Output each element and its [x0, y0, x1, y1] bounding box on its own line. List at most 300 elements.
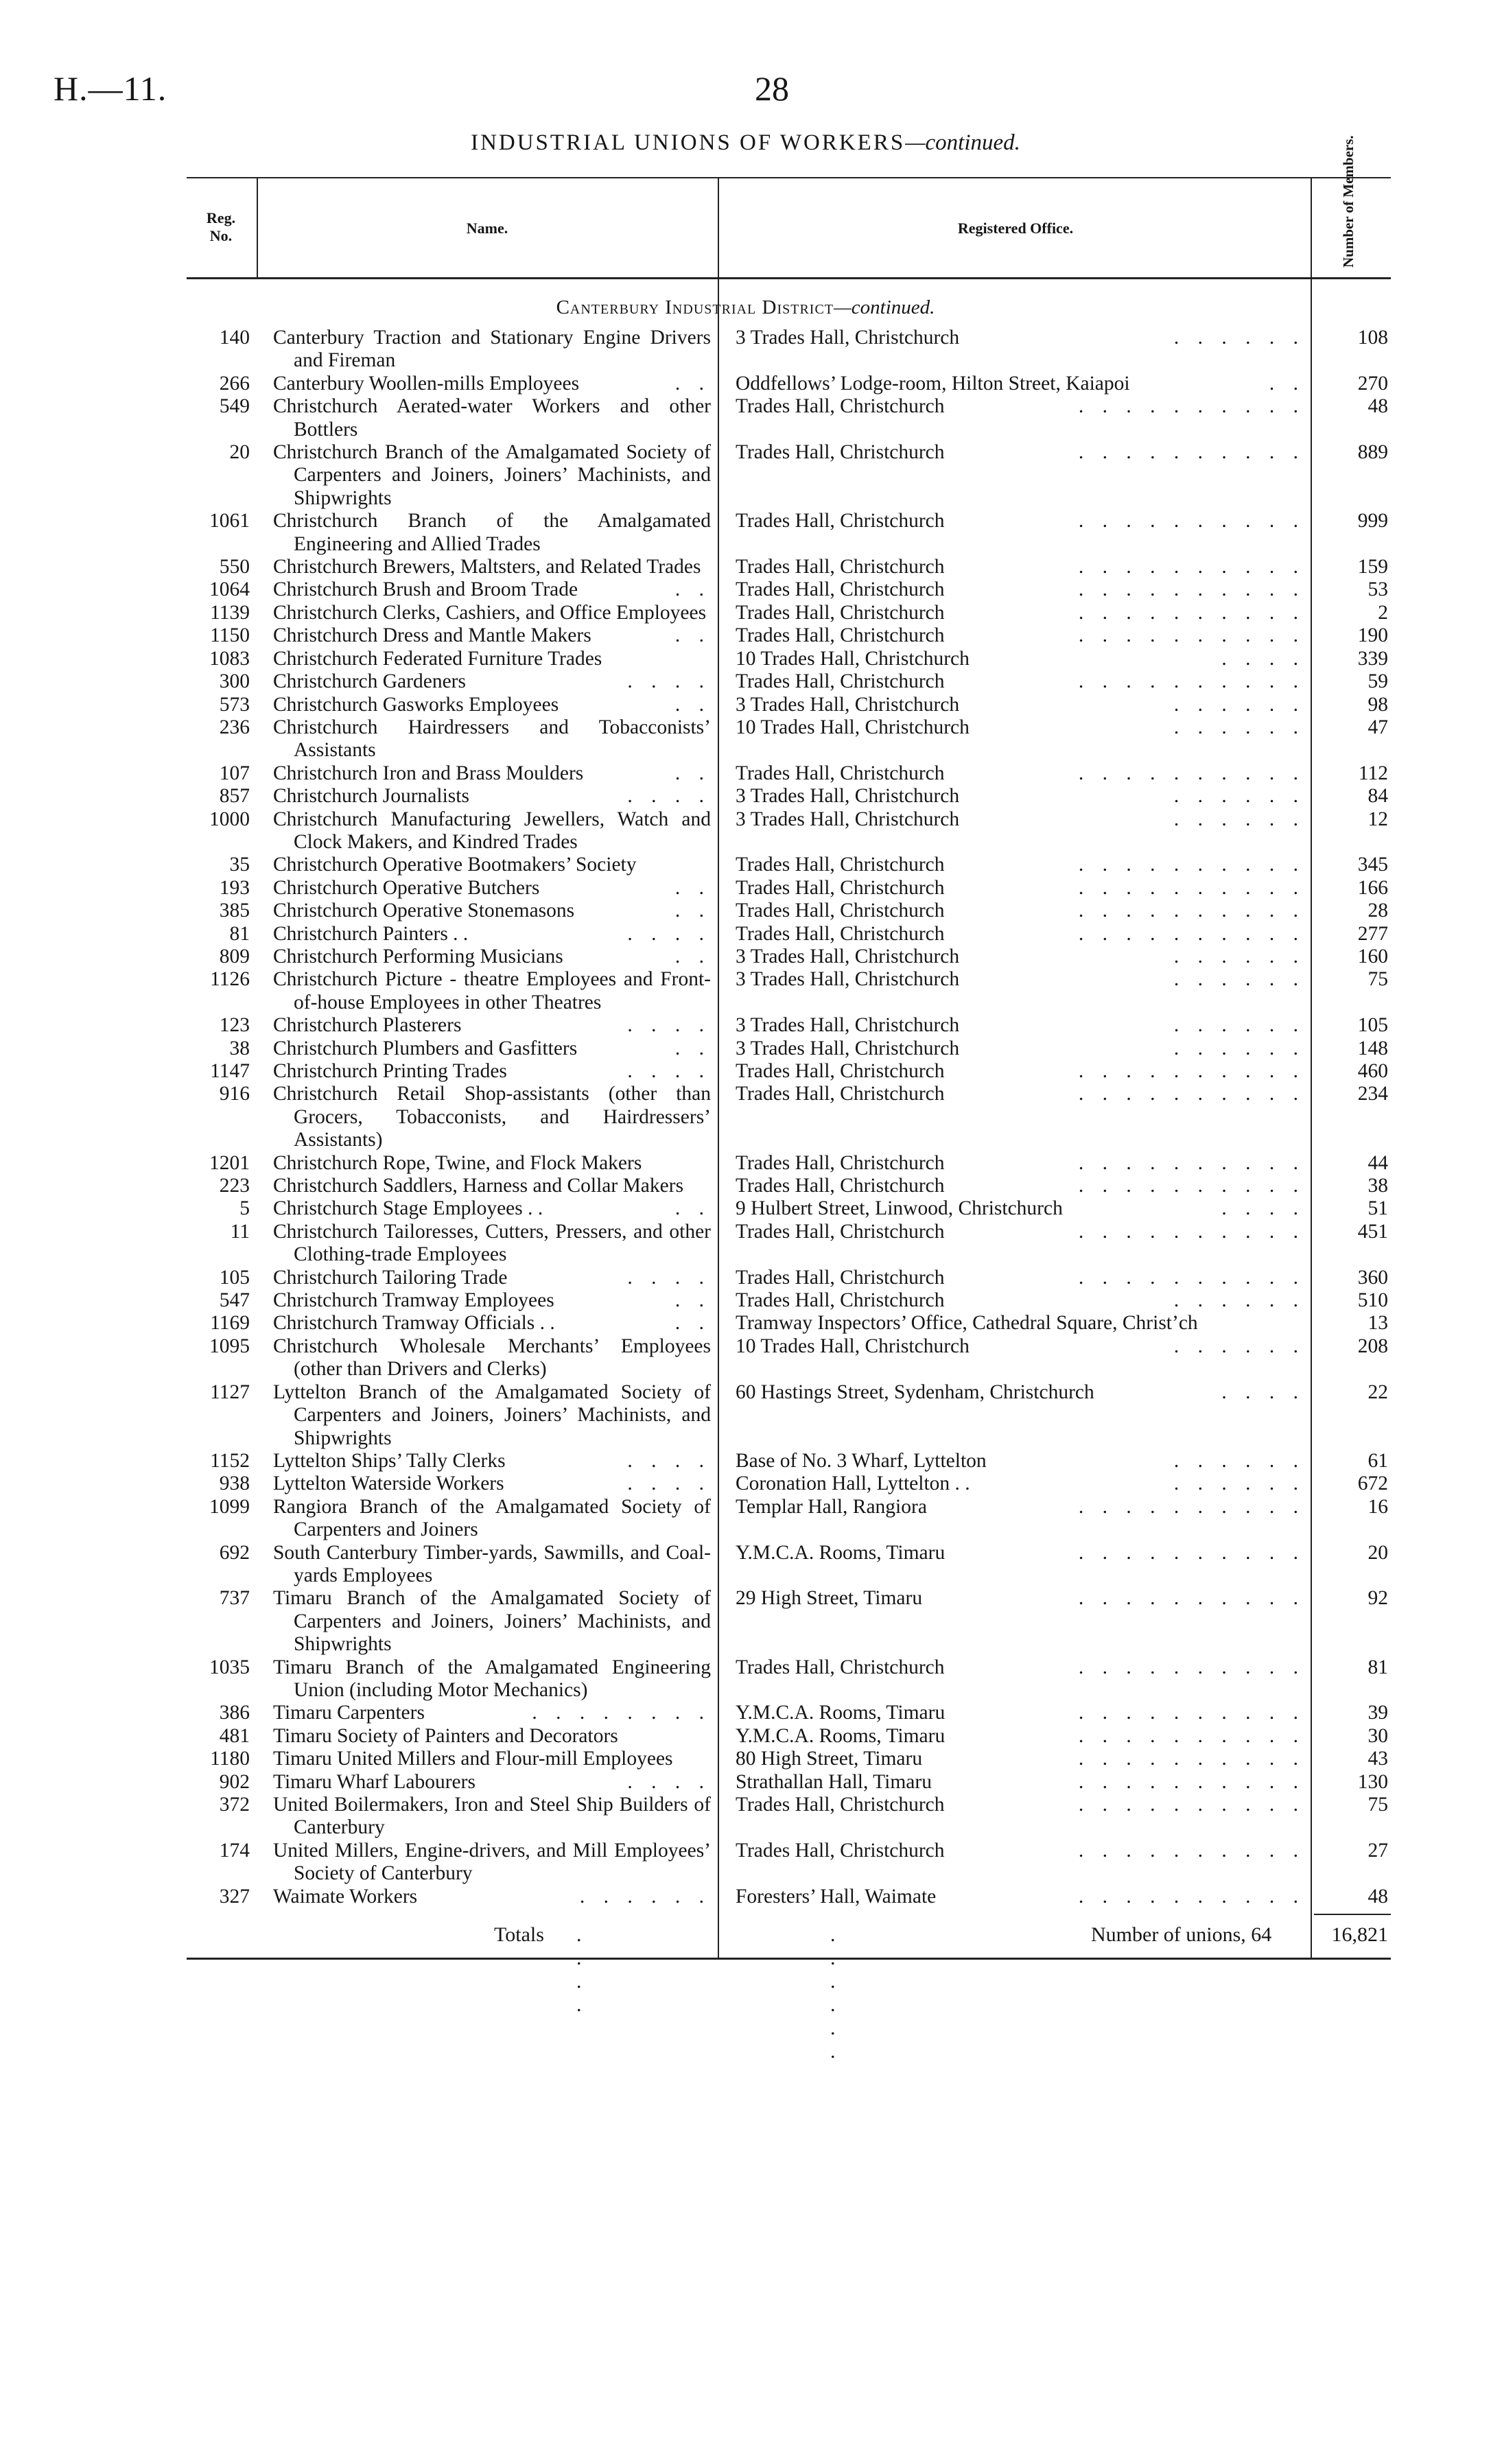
registered-office-cell [736, 1221, 1305, 1243]
table-row [0, 327, 1491, 373]
table-row [0, 670, 1491, 693]
office-leader-dots: . . . . . . . . . . [1078, 510, 1305, 532]
table-row [0, 1335, 1491, 1381]
registered-office-cell [736, 1037, 1305, 1060]
office-leader-dots: . . . . . . . . . . [1078, 1060, 1305, 1082]
table-row [0, 1083, 1491, 1151]
union-name: Christchurch Stage Employees . . [273, 1197, 543, 1220]
office-leader-dots: . . . . . . [1173, 327, 1305, 349]
member-count: 130 [1357, 1770, 1388, 1793]
office-leader-dots: . . . . [1221, 1381, 1305, 1403]
registered-office-cell [736, 923, 1305, 946]
registered-office: Trades Hall, Christchurch [736, 1151, 945, 1174]
union-name: Canterbury Woollen-mills Employees [273, 372, 580, 395]
member-count: 345 [1357, 854, 1388, 876]
member-count: 39 [1367, 1702, 1388, 1724]
office-leader-dots: . . . . . . . . . . [1078, 854, 1305, 876]
registered-office: Trades Hall, Christchurch [736, 441, 945, 464]
registered-office: Y.M.C.A. Rooms, Timaru [736, 1702, 946, 1724]
reg-no: 140 [219, 327, 250, 349]
member-count: 510 [1357, 1289, 1388, 1312]
district-suffix: —continued. [834, 296, 935, 318]
reg-no: 1147 [210, 1060, 250, 1082]
member-count: 84 [1367, 785, 1388, 808]
union-name-cell [273, 1794, 711, 1840]
totals-label-leader: . . . . [576, 1923, 589, 2016]
registered-office-cell [736, 1312, 1305, 1335]
office-leader-dots: . . . . . . . . . . [1078, 922, 1305, 945]
name-leader-dots: . . [674, 1289, 711, 1312]
union-name-cell [273, 1335, 711, 1381]
member-count: 48 [1367, 1885, 1388, 1908]
registered-office: Trades Hall, Christchurch [736, 900, 945, 922]
registered-office: 3 Trades Hall, Christchurch [736, 945, 960, 967]
table-top-rule [187, 177, 1391, 178]
office-leader-dots: . . . . . . [1173, 785, 1305, 808]
reg-no: 236 [219, 716, 250, 738]
registered-office: Y.M.C.A. Rooms, Timaru [736, 1724, 946, 1747]
union-name-cell [273, 716, 711, 762]
reg-no: 1099 [209, 1495, 250, 1518]
reg-no: 809 [219, 945, 250, 967]
office-leader-dots: . . . . . . . . . . [1078, 670, 1305, 693]
registered-office: Trades Hall, Christchurch [736, 1083, 945, 1105]
union-name-cell [273, 602, 711, 624]
table-row [0, 1450, 1491, 1472]
registered-office-cell [736, 900, 1305, 922]
registered-office: Y.M.C.A. Rooms, Timaru [736, 1541, 946, 1564]
union-name: Christchurch Picture - theatre Employees and Front-of-house Employees in other Theatres [273, 968, 711, 1013]
registered-office-cell [736, 694, 1305, 716]
office-leader-dots: . . . . . . [1173, 945, 1305, 967]
union-name-cell [273, 877, 711, 900]
office-leader-dots: . . . . . . . . . . [1078, 441, 1305, 464]
office-leader-dots: . . . . . . [1173, 1449, 1305, 1472]
registered-office-cell [736, 624, 1305, 647]
table-title-suffix: —continued. [905, 130, 1020, 155]
totals-members-sum: 16,821 [1331, 1923, 1388, 1946]
member-count: 277 [1357, 922, 1388, 945]
registered-office: Trades Hall, Christchurch [736, 1794, 945, 1816]
office-leader-dots: . . . . . . [1173, 1289, 1305, 1312]
office-leader-dots: . . . . . . . . . . [1078, 1724, 1305, 1747]
member-count: 30 [1367, 1724, 1388, 1747]
member-count: 339 [1357, 647, 1388, 670]
union-name: Christchurch Gasworks Employees [273, 693, 559, 716]
registered-office: Trades Hall, Christchurch [736, 624, 945, 647]
union-name: Christchurch Branch of the Amalgamated Engineering and Allied Trades [273, 510, 711, 555]
member-count: 360 [1357, 1266, 1388, 1289]
reg-no: 35 [229, 854, 250, 876]
registered-office: 60 Hastings Street, Sydenham, Christchurch [736, 1381, 1094, 1403]
table-row [0, 578, 1491, 601]
registered-office: Foresters’ Hall, Waimate [736, 1885, 937, 1908]
registered-office-cell [736, 716, 1305, 739]
column-header-reg-no [187, 209, 255, 245]
member-count: 451 [1357, 1220, 1388, 1243]
table-row [0, 1152, 1491, 1175]
registered-office-cell [736, 670, 1305, 693]
member-count: 27 [1367, 1839, 1388, 1862]
office-leader-dots: . . . . . . . . . . [1078, 578, 1305, 601]
member-count: 166 [1357, 876, 1388, 899]
office-leader-dots: . . . . . . . . . . [1078, 762, 1305, 784]
union-table-body [0, 327, 1491, 1908]
union-name-cell [273, 441, 711, 510]
union-name: Christchurch Journalists [273, 785, 469, 808]
union-name-cell [273, 1014, 711, 1037]
union-name-cell [273, 556, 711, 578]
table-row [0, 1312, 1491, 1335]
union-name: Christchurch Painters . . [273, 922, 469, 945]
table-row [0, 900, 1491, 922]
registered-office-cell [736, 1472, 1305, 1495]
union-name: Christchurch Hairdressers and Tobacconists’ Assistants [273, 716, 711, 762]
table-row [0, 1886, 1491, 1908]
union-name: Christchurch Iron and Brass Moulders [273, 762, 584, 784]
member-count: 999 [1357, 510, 1388, 532]
registered-office-cell [736, 1794, 1305, 1816]
reg-no: 1064 [209, 578, 250, 601]
page-header [0, 48, 1491, 110]
union-name: Christchurch Plumbers and Gasfitters [273, 1037, 578, 1059]
union-name-cell [273, 1289, 711, 1312]
district-heading [0, 296, 1491, 319]
office-leader-dots: . . . . [1221, 647, 1305, 670]
member-count: 48 [1367, 395, 1388, 418]
office-leader-dots: . . . . . . . . . . [1078, 1656, 1305, 1678]
registered-office-cell [736, 785, 1305, 808]
member-count: 460 [1357, 1060, 1388, 1082]
registered-office: 3 Trades Hall, Christchurch [736, 693, 960, 716]
office-leader-dots: . . . . . . . . . . [1078, 1541, 1305, 1564]
registered-office: 3 Trades Hall, Christchurch [736, 327, 960, 349]
reg-no: 1152 [210, 1449, 250, 1472]
registered-office: Trades Hall, Christchurch [736, 556, 945, 578]
office-leader-dots: . . . . . . [1173, 1335, 1305, 1357]
union-name: Christchurch Plasterers [273, 1014, 462, 1037]
office-leader-dots: . . . . . . . . . . [1078, 1885, 1305, 1908]
member-count: 12 [1367, 808, 1388, 830]
reg-no: 547 [219, 1289, 250, 1312]
member-count: 43 [1367, 1748, 1388, 1770]
registered-office: Trades Hall, Christchurch [736, 854, 945, 876]
registered-office-cell [736, 1725, 1305, 1748]
union-name-cell [273, 1725, 711, 1748]
name-leader-dots: . . . . [627, 1472, 711, 1495]
registered-office: 3 Trades Hall, Christchurch [736, 1037, 960, 1059]
name-leader-dots: . . [674, 1197, 711, 1220]
registered-office-cell [736, 1060, 1305, 1083]
table-title-main: INDUSTRIAL UNIONS OF WORKERS [471, 130, 906, 155]
office-leader-dots: . . . . . . . . . . [1078, 1748, 1305, 1770]
registered-office: Trades Hall, Christchurch [736, 395, 945, 418]
table-row [0, 1197, 1491, 1220]
member-count: 47 [1367, 716, 1388, 738]
office-leader-dots: . . . . . . . . . . [1078, 1266, 1305, 1289]
union-name-cell [273, 900, 711, 922]
table-row [0, 877, 1491, 900]
member-count: 234 [1357, 1083, 1388, 1105]
table-row [0, 395, 1491, 441]
union-name-cell [273, 1060, 711, 1083]
registered-office: Base of No. 3 Wharf, Lyttelton [736, 1449, 987, 1472]
office-leader-dots: . . . . . . . . . . [1078, 1770, 1305, 1793]
table-row [0, 1289, 1491, 1312]
table-row [0, 373, 1491, 395]
union-name-cell [273, 1381, 711, 1450]
member-count: 38 [1367, 1175, 1388, 1197]
registered-office: Trades Hall, Christchurch [736, 762, 945, 784]
registered-office: 9 Hulbert Street, Linwood, Christchurch [736, 1197, 1063, 1220]
table-row [0, 556, 1491, 578]
registered-office: Trades Hall, Christchurch [736, 601, 945, 624]
union-name: Christchurch Tailoresses, Cutters, Pressers, and other Clothing-trade Employees [273, 1220, 711, 1266]
reg-no: 1201 [209, 1151, 250, 1174]
reg-no: 327 [219, 1885, 250, 1908]
member-count: 2 [1378, 601, 1388, 624]
member-count: 92 [1367, 1587, 1388, 1610]
union-name-cell [273, 1152, 711, 1175]
union-name-cell [273, 808, 711, 854]
totals-office-leader: . . . . . . [830, 1923, 855, 2063]
table-row [0, 694, 1491, 716]
office-leader-dots: . . . . . . . . . . [1078, 1151, 1305, 1174]
union-name: Christchurch Printing Trades [273, 1060, 507, 1082]
name-leader-dots: . . . . . . . . [532, 1702, 711, 1724]
reg-no: 266 [219, 372, 250, 395]
reg-no: 737 [219, 1587, 250, 1610]
office-leader-dots: . . . . . . . . . . [1078, 601, 1305, 624]
registered-office-cell [736, 854, 1305, 876]
registered-office-cell [736, 762, 1305, 785]
column-header-members-label: Number of Members. [1340, 135, 1357, 268]
union-name: Christchurch Federated Furniture Trades [273, 647, 602, 670]
union-name-cell [273, 785, 711, 808]
registered-office: Trades Hall, Christchurch [736, 1175, 945, 1197]
reg-no: 481 [219, 1724, 250, 1747]
member-count: 20 [1367, 1541, 1388, 1564]
reg-no: 1127 [210, 1381, 250, 1403]
union-name: Timaru Wharf Labourers [273, 1770, 476, 1793]
union-name: Christchurch Dress and Mantle Makers [273, 624, 591, 647]
page-number: 28 [755, 69, 789, 108]
member-count: 160 [1357, 945, 1388, 967]
name-leader-dots: . . [674, 1037, 711, 1059]
union-name-cell [273, 1702, 711, 1724]
union-name: Christchurch Performing Musicians [273, 945, 563, 967]
totals-union-count: Number of unions, 64 [1091, 1923, 1272, 1946]
reg-no: 1150 [210, 624, 250, 647]
table-row [0, 854, 1491, 876]
office-leader-dots: . . . . . . [1173, 693, 1305, 716]
member-count: 270 [1357, 372, 1388, 395]
table-row [0, 1037, 1491, 1060]
registered-office: Trades Hall, Christchurch [736, 510, 945, 532]
table-row [0, 946, 1491, 968]
table-row [0, 648, 1491, 670]
registered-office-cell [736, 1289, 1305, 1312]
table-row [0, 923, 1491, 946]
union-name: Christchurch Brush and Broom Trade [273, 578, 578, 601]
registered-office: 80 High Street, Timaru [736, 1748, 923, 1770]
table-row [0, 1725, 1491, 1748]
district-name: Canterbury Industrial District [556, 296, 834, 318]
reg-no: 902 [219, 1770, 250, 1793]
union-name: United Millers, Engine-drivers, and Mill Employees’ Society of Canterbury [273, 1839, 711, 1885]
union-name: Christchurch Rope, Twine, and Flock Makers [273, 1151, 642, 1174]
union-name: Timaru United Millers and Flour-mill Employees [273, 1748, 673, 1770]
member-count: 105 [1357, 1014, 1388, 1037]
registered-office: Oddfellows’ Lodge-room, Hilton Street, Kaiapoi [736, 372, 1130, 395]
reg-no: 107 [219, 762, 250, 784]
member-count: 61 [1367, 1449, 1388, 1472]
office-leader-dots: . . . . . . . . . . [1078, 876, 1305, 899]
union-name: Christchurch Operative Stonemasons [273, 900, 575, 922]
union-name-cell [273, 1175, 711, 1197]
union-name: South Canterbury Timber-yards, Sawmills, and Coal-yards Employees [273, 1541, 711, 1586]
member-count: 190 [1357, 624, 1388, 647]
union-name-cell [273, 1197, 711, 1220]
reg-no: 1180 [210, 1748, 250, 1770]
union-name: Timaru Society of Painters and Decorators [273, 1724, 618, 1747]
reg-no: 1035 [209, 1656, 250, 1678]
registered-office-cell [736, 1175, 1305, 1197]
member-count: 672 [1357, 1472, 1388, 1495]
table-row [0, 1175, 1491, 1197]
reg-no: 300 [219, 670, 250, 693]
union-name: Christchurch Tramway Officials . . [273, 1312, 555, 1335]
union-name-cell [273, 1267, 711, 1289]
office-leader-dots: . . . . . . . . . . [1078, 1495, 1305, 1518]
union-name-cell [273, 1771, 711, 1794]
column-header-members [1312, 135, 1391, 274]
table-row [0, 785, 1491, 808]
table-row [0, 1381, 1491, 1450]
union-name: Christchurch Wholesale Merchants’ Employees (other than Drivers and Clerks) [273, 1335, 711, 1381]
office-leader-dots: . . . . . . . . . . [1078, 1794, 1305, 1816]
registered-office: 3 Trades Hall, Christchurch [736, 968, 960, 991]
table-row [0, 510, 1491, 556]
union-name-cell [273, 854, 711, 876]
reg-no: 105 [219, 1266, 250, 1289]
union-name-cell [273, 1587, 711, 1656]
union-name-cell [273, 1450, 711, 1472]
registered-office: Tramway Inspectors’ Office, Cathedral Square, Christ’ch [736, 1312, 1198, 1335]
registered-office: Trades Hall, Christchurch [736, 876, 945, 899]
member-count: 13 [1367, 1312, 1388, 1335]
name-leader-dots: . . [674, 693, 711, 716]
reg-no: 1000 [209, 808, 250, 830]
member-count: 51 [1367, 1197, 1388, 1220]
name-leader-dots: . . . . [627, 670, 711, 693]
name-leader-dots: . . . . . . [579, 1885, 711, 1908]
union-name-cell [273, 670, 711, 693]
registered-office: Trades Hall, Christchurch [736, 578, 945, 601]
table-row [0, 1060, 1491, 1083]
office-leader-dots: . . . . . . [1173, 968, 1305, 991]
table-row [0, 1221, 1491, 1267]
union-name: United Boilermakers, Iron and Steel Ship Builders of Canterbury [273, 1794, 711, 1839]
name-leader-dots: . . [674, 762, 711, 784]
union-name-cell [273, 1312, 711, 1335]
registered-office-cell [736, 602, 1305, 624]
reg-no: 38 [229, 1037, 250, 1059]
name-leader-dots: . . [674, 900, 711, 922]
table-row [0, 602, 1491, 624]
table-row [0, 624, 1491, 647]
name-leader-dots: . . . . [627, 1266, 711, 1289]
registered-office-cell [736, 1542, 1305, 1564]
registered-office: Trades Hall, Christchurch [736, 1220, 945, 1243]
registered-office-cell [736, 1840, 1305, 1862]
union-name: Rangiora Branch of the Amalgamated Society of Carpenters and Joiners [273, 1495, 711, 1541]
union-name: Canterbury Traction and Stationary Engine Drivers and Fireman [273, 327, 711, 372]
member-count: 889 [1357, 441, 1388, 464]
member-count: 16 [1367, 1495, 1388, 1518]
registered-office-cell [736, 1267, 1305, 1289]
registered-office-cell [736, 441, 1305, 464]
registered-office-cell [736, 1886, 1305, 1908]
registered-office: Trades Hall, Christchurch [736, 922, 945, 945]
name-leader-dots: . . . . [627, 922, 711, 945]
reg-no: 81 [229, 922, 250, 945]
union-name: Christchurch Gardeners [273, 670, 466, 693]
union-name-cell [273, 946, 711, 968]
member-count: 112 [1358, 762, 1388, 784]
union-name: Christchurch Tailoring Trade [273, 1266, 508, 1289]
registered-office: Trades Hall, Christchurch [736, 1839, 945, 1862]
table-row [0, 1587, 1491, 1656]
registered-office-cell [736, 968, 1305, 991]
union-name: Christchurch Operative Butchers [273, 876, 540, 899]
registered-office-cell [736, 1014, 1305, 1037]
member-count: 159 [1357, 556, 1388, 578]
registered-office: Trades Hall, Christchurch [736, 1266, 945, 1289]
reg-no: 1061 [209, 510, 250, 532]
reg-no: 11 [230, 1220, 250, 1243]
reg-no: 550 [219, 556, 250, 578]
table-row [0, 1496, 1491, 1542]
office-leader-dots: . . . . . . . . . . [1078, 1220, 1305, 1243]
union-name: Christchurch Manufacturing Jewellers, Watch and Clock Makers, and Kindred Trades [273, 808, 711, 853]
union-name-cell [273, 923, 711, 946]
registered-office-cell [736, 946, 1305, 968]
reg-no: 1095 [209, 1335, 250, 1357]
table-header-rule [187, 277, 1391, 279]
column-header-reg-line2: No. [209, 227, 233, 244]
members-sum-rule [1314, 1914, 1391, 1915]
registered-office-cell [736, 1702, 1305, 1724]
registered-office: 29 High Street, Timaru [736, 1587, 923, 1610]
table-row [0, 762, 1491, 785]
union-name: Christchurch Tramway Employees [273, 1289, 554, 1312]
registered-office: Trades Hall, Christchurch [736, 1656, 945, 1678]
union-name-cell [273, 1748, 711, 1770]
reg-no: 123 [219, 1014, 250, 1037]
registered-office: Trades Hall, Christchurch [736, 1289, 945, 1312]
table-row [0, 1748, 1491, 1770]
member-count: 208 [1357, 1335, 1388, 1357]
registered-office: Strathallan Hall, Timaru [736, 1770, 932, 1793]
union-name: Christchurch Retail Shop-assistants (other than Grocers, Tobacconists, and Hairdressers’ Assistants) [273, 1083, 711, 1151]
union-name-cell [273, 1221, 711, 1267]
union-name-cell [273, 395, 711, 441]
reg-no: 223 [219, 1175, 250, 1197]
table-row [0, 1794, 1491, 1840]
union-name: Christchurch Operative Bootmakers’ Society [273, 854, 637, 876]
member-count: 108 [1357, 327, 1388, 349]
